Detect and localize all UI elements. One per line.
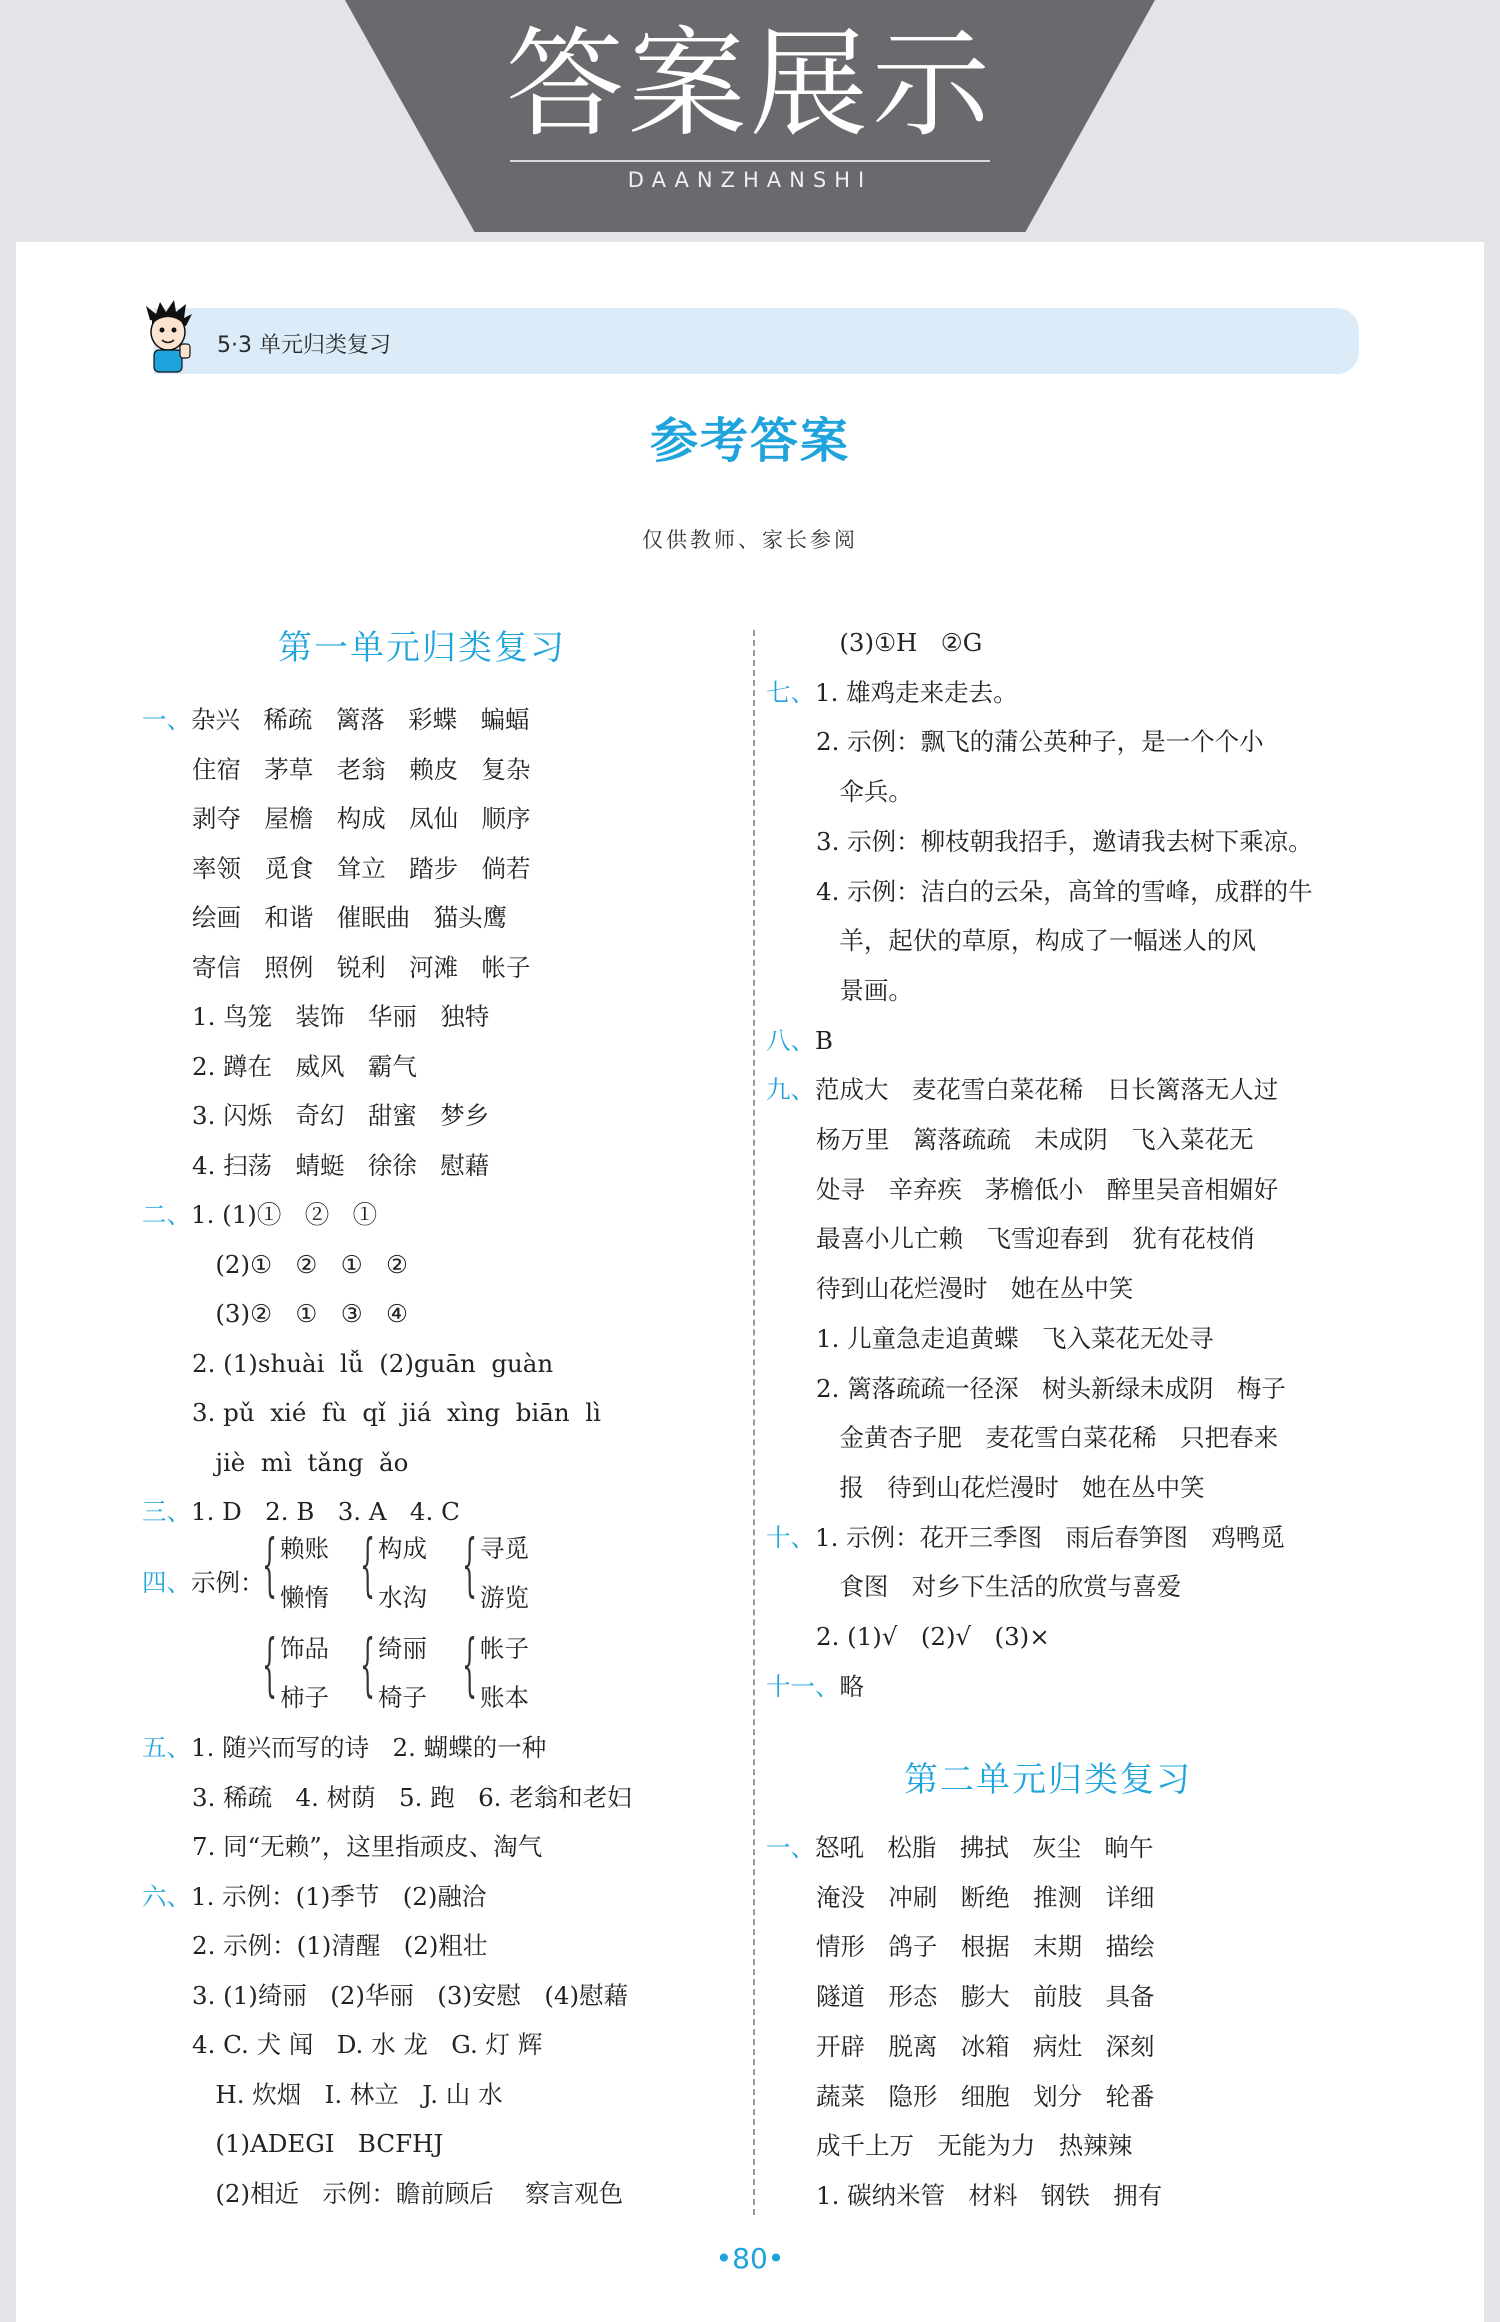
answer-line	[766, 1025, 833, 1057]
answer-line	[192, 2029, 542, 2061]
brace-1: {	[262, 1526, 278, 1605]
answer-text: 最喜小儿亡赖 飞雪迎春到 犹有花枝俏	[816, 1224, 1255, 1254]
word-2a: 构成	[378, 1534, 427, 1563]
answer-text: 成千上万 无能为力 热辣辣	[816, 2131, 1133, 2161]
answer-line	[816, 2081, 1154, 2113]
question-marker: 二、	[142, 1200, 191, 1229]
answer-line	[816, 2031, 1154, 2063]
unit1-title: 第一单元归类复习	[278, 628, 566, 668]
answer-line	[816, 975, 913, 1007]
answer-line	[816, 2130, 1132, 2162]
word-4b: 柿子	[280, 1683, 329, 1712]
brace-4: {	[262, 1626, 278, 1705]
answer-text: 住宿 茅草 老翁 赖皮 复杂	[192, 754, 531, 784]
answer-line	[816, 627, 982, 659]
unit2-title: 第二单元归类复习	[904, 1760, 1192, 1800]
answer-text: 羊，起伏的草原，构成了一幅迷人的风	[816, 926, 1256, 956]
answer-line	[816, 1981, 1154, 2013]
answer-line	[192, 1348, 553, 1380]
answer-text: (2)相近 示例：瞻前顾后 察言观色	[192, 2178, 624, 2208]
answer-line	[816, 2180, 1162, 2212]
answer-text: 开辟 脱离 冰箱 病灶 深刻	[816, 2031, 1155, 2061]
answer-line	[192, 1001, 489, 1033]
answer-text: H. 炊烟 I. 林立 J. 山 水	[192, 2079, 503, 2109]
answer-text: 3. 闪烁 奇幻 甜蜜 梦乡	[192, 1101, 490, 1130]
answer-text: 2. 蹲在 威风 霸气	[192, 1051, 417, 1081]
answer-line	[192, 1249, 408, 1281]
answer-text: 蔬菜 隐形 细胞 划分 轮番	[816, 2081, 1155, 2111]
answer-text: 金黄杏子肥 麦花雪白菜花稀 只把春来	[816, 1423, 1279, 1453]
answer-line	[192, 803, 530, 835]
answer-text: 淹没 冲刷 断绝 推测 详细	[816, 1882, 1155, 1912]
answer-text: 处寻 辛弃疾 茅檐低小 醉里吴音相媚好	[816, 1174, 1279, 1204]
answer-text: 隧道 形态 膨大 前肢 具备	[816, 1982, 1155, 2012]
word-4a: 饰品	[280, 1634, 329, 1663]
answer-text: 寄信 照例 锐利 河滩 帐子	[192, 952, 531, 982]
question-marker: 十一、	[766, 1671, 840, 1701]
answer-text: (3)② ① ③ ④	[192, 1299, 409, 1328]
answer-line	[816, 1223, 1255, 1255]
answer-text: 报 待到山花烂漫时 她在丛中笑	[816, 1472, 1205, 1502]
answer-line	[192, 1930, 487, 1962]
question-marker: 六、	[142, 1881, 191, 1911]
brace-2: {	[360, 1526, 376, 1605]
answer-text: 4. C. 犬 闻 D. 水 龙 G. 灯 辉	[192, 2030, 543, 2059]
answer-line	[192, 2079, 503, 2111]
answer-text: 1. D 2. B 3. A 4. C	[191, 1497, 460, 1526]
answer-text: 范成大 麦花雪白菜花稀 日长篱落无人过	[815, 1075, 1279, 1105]
answer-text: 1. 碳纳米管 材料 钢铁 拥有	[816, 2180, 1163, 2210]
answer-line	[192, 1980, 628, 2012]
question-marker: 一、	[142, 705, 191, 734]
answer-text: 3. 稀疏 4. 树荫 5. 跑 6. 老翁和老妇	[192, 1782, 632, 1812]
answer-line	[816, 1373, 1286, 1405]
answer-text: 伞兵。	[816, 777, 913, 807]
answer-text: 1. 随兴而写的诗 2. 蝴蝶的一种	[191, 1733, 547, 1762]
answer-text: jiè mì tǎng ǎo	[192, 1447, 409, 1477]
answer-line	[192, 1150, 489, 1182]
answer-line	[816, 1621, 1050, 1653]
word-3b: 游览	[480, 1583, 529, 1612]
answer-text: (3)①H ②G	[816, 628, 983, 657]
answer-line	[192, 1051, 417, 1083]
main-title: 参考答案	[649, 413, 850, 469]
answer-text: 2. 示例：(1)清醒 (2)粗壮	[192, 1931, 488, 1960]
answer-text: (2)① ② ① ②	[192, 1249, 409, 1279]
column-divider	[753, 630, 755, 2215]
banner-divider	[510, 160, 990, 162]
answer-line	[816, 1422, 1278, 1454]
answer-text: 1. (1)① ② ①	[191, 1200, 378, 1229]
question-marker: 九、	[766, 1075, 815, 1105]
word-1a: 赖账	[280, 1534, 329, 1563]
answer-line	[192, 1397, 601, 1429]
answer-line	[192, 902, 507, 934]
header-label: 5·3 单元归类复习	[217, 333, 391, 358]
answer-text: 绘画 和谐 催眠曲 猫头鹰	[192, 903, 508, 932]
answer-text: 3. pǔ xié fù qǐ jiá xìng biān lì	[192, 1398, 601, 1427]
word-2b: 水沟	[378, 1583, 427, 1612]
word-3a: 寻觅	[480, 1534, 529, 1563]
answer-text: B	[815, 1025, 834, 1055]
answer-text: 景画。	[816, 975, 913, 1005]
answer-text: 略	[839, 1671, 864, 1701]
answer-line	[766, 1074, 1278, 1106]
answer-page	[16, 242, 1484, 2322]
section4-label: 四、示例：	[142, 1568, 265, 1597]
answer-line	[192, 1831, 542, 1863]
word-5a: 绮丽	[378, 1634, 427, 1663]
question-marker: 三、	[142, 1497, 191, 1526]
answer-text: 1. 儿童急走追黄蝶 飞入菜花无处寻	[816, 1323, 1214, 1353]
word-6b: 账本	[480, 1683, 529, 1712]
boy-mascot-icon	[140, 300, 196, 374]
answer-line	[142, 1199, 377, 1231]
answer-line	[766, 1671, 864, 1703]
answer-text: (1)ADEGI BCFHJ	[192, 2129, 444, 2158]
answer-line	[192, 853, 530, 885]
usage-note: 仅供教师、家长参阅	[642, 528, 858, 552]
answer-line	[816, 876, 1313, 908]
answer-line	[192, 1782, 632, 1814]
answer-line	[192, 1100, 489, 1132]
answer-line	[816, 1882, 1154, 1914]
answer-text: 3. 示例：柳枝朝我招手，邀请我去树下乘凉。	[816, 826, 1313, 856]
answer-text: 2. 篱落疏疏一径深 树头新绿未成阴 梅子	[816, 1373, 1286, 1403]
answer-line	[816, 726, 1264, 758]
answer-text: 杨万里 篱落疏疏 未成阴 飞入菜花无	[816, 1125, 1254, 1154]
answer-text: 率领 觅食 耸立 踏步 倘若	[192, 853, 531, 883]
answer-line	[142, 1881, 486, 1913]
answer-line	[192, 754, 530, 786]
question-marker: 七、	[766, 677, 815, 707]
answer-text: 怒吼 松脂 拂拭 灰尘 晌午	[815, 1833, 1154, 1862]
answer-text: 1. 示例：花开三季图 雨后春笋图 鸡鸭觅	[815, 1522, 1285, 1552]
banner-title: 答案展示	[505, 15, 994, 153]
answer-text: 食图 对乡下生活的欣赏与喜爱	[816, 1572, 1182, 1602]
answer-text: 杂兴 稀疏 篱落 彩蝶 蝙蝠	[191, 705, 530, 734]
answer-text: 剥夺 屋檐 构成 凤仙 顺序	[192, 804, 531, 833]
answer-text: 1. 示例：(1)季节 (2)融洽	[191, 1881, 487, 1911]
word-5b: 椅子	[378, 1683, 427, 1712]
answer-line	[192, 1298, 408, 1330]
answer-text: 2. (1)shuài lǚ (2)guān guàn	[192, 1348, 554, 1378]
answer-line	[816, 1931, 1154, 1963]
answer-text: 4. 示例：洁白的云朵，高耸的雪峰，成群的牛	[816, 876, 1313, 906]
answer-line	[816, 776, 913, 808]
answer-line	[766, 677, 1018, 709]
answer-line	[816, 826, 1313, 858]
answer-text: 7. 同“无赖”，这里指顽皮、淘气	[192, 1832, 543, 1861]
answer-text: 4. 扫荡 蜻蜓 徐徐 慰藉	[192, 1150, 490, 1180]
answer-line	[192, 2128, 443, 2160]
question-marker: 一、	[766, 1833, 815, 1862]
word-1b: 懒惰	[280, 1583, 329, 1612]
answer-line	[816, 925, 1256, 957]
answer-line	[192, 952, 530, 984]
question-marker: 十、	[766, 1522, 815, 1552]
answer-line	[816, 1174, 1278, 1206]
brace-3: {	[462, 1526, 478, 1605]
answer-line	[816, 1323, 1214, 1355]
answer-text: 待到山花烂漫时 她在丛中笑	[816, 1274, 1134, 1304]
banner	[0, 0, 1500, 232]
answer-text: 情形 鸽子 根据 末期 描绘	[816, 1932, 1155, 1962]
answer-line	[192, 2178, 623, 2210]
brace-5: {	[360, 1626, 376, 1705]
answer-line	[766, 1832, 1153, 1864]
banner-subtitle: DAANZHANSHI	[627, 168, 873, 192]
question-marker: 八、	[766, 1025, 815, 1055]
word-6a: 帐子	[480, 1634, 529, 1663]
answer-line	[142, 704, 529, 736]
answer-line	[816, 1571, 1181, 1603]
answer-line	[816, 1124, 1254, 1156]
answer-line	[142, 1732, 546, 1764]
brace-6: {	[462, 1626, 478, 1705]
answer-line	[142, 1496, 460, 1528]
answer-text: 1. 雄鸡走来走去。	[815, 677, 1018, 707]
page-number: •80•	[715, 2242, 785, 2275]
answer-line	[192, 1447, 408, 1479]
answer-text: 1. 鸟笼 装饰 华丽 独特	[192, 1002, 490, 1031]
answer-text: 2. (1)√ (2)√ (3)×	[816, 1622, 1050, 1651]
answer-line	[766, 1522, 1285, 1554]
answer-line	[816, 1273, 1133, 1305]
answer-text: 2. 示例：飘飞的蒲公英种子，是一个个小	[816, 727, 1264, 757]
question-marker: 五、	[142, 1733, 191, 1762]
answer-text: 3. (1)绮丽 (2)华丽 (3)安慰 (4)慰藉	[192, 1980, 629, 2010]
answer-line	[816, 1472, 1205, 1504]
